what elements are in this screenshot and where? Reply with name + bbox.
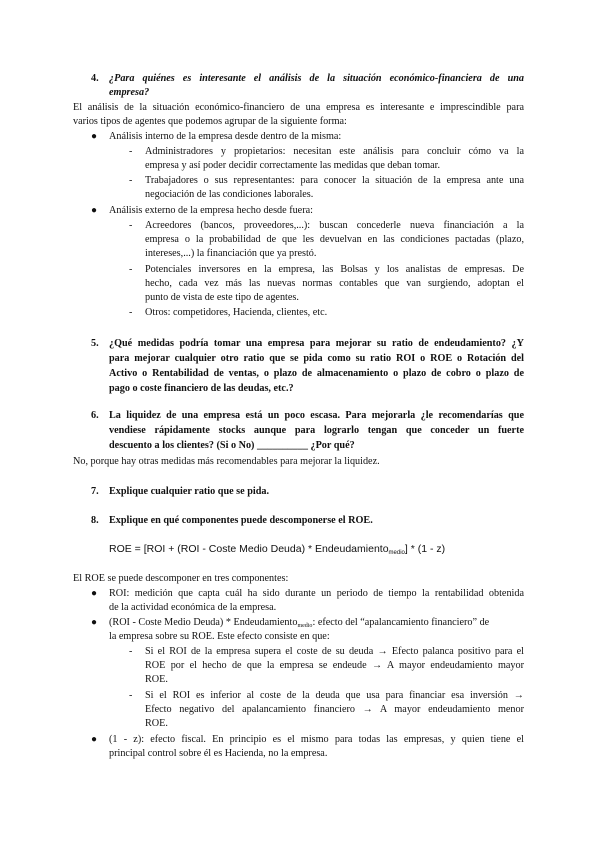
q5-line2: para mejorar cualquier otro ratio que se pida como su ratio ROI o ROE o Rotación del bbox=[109, 353, 524, 364]
q8-component1-line1: ROI: medición que capta cuál ha sido durante un periodo de tiempo la rentabilidad obtenida bbox=[109, 588, 524, 599]
roe-formula-main: ROE = [ROI + (ROI - Coste Medio Deuda) * Endeudamiento bbox=[109, 543, 389, 555]
q8-component2-main: (ROI - Coste Medio Deuda) * Endeudamiento bbox=[109, 617, 298, 628]
q4-internal-item1-line2: empresa y así poder decidir correctamente las medidas que deban tomar. bbox=[145, 160, 441, 171]
q8-component2-subscript: medio bbox=[297, 623, 313, 629]
q5-number: 5. bbox=[91, 338, 99, 349]
q8-component3-line1: (1 - z): efecto fiscal. En principio es el mismo para todas las empresas, y quien tiene el bbox=[109, 734, 524, 745]
q4-external-item2-line2: hecho, cada vez más las nuevas normas contables que van surgiendo, adoptan el bbox=[145, 278, 524, 289]
q4-external-item1-line2: empresa o la probabilidad de que les devuelvan en las condiciones pactadas (plazo, bbox=[145, 234, 524, 245]
roe-formula-tail: ] * (1 - z) bbox=[404, 543, 446, 555]
q4-external-item1-line1: Acreedores (bancos, proveedores,...): buscan concederle nueva financiación a la bbox=[145, 220, 524, 231]
q8-component2-tail: : efecto del “apalancamiento financiero” de bbox=[312, 617, 490, 628]
q8-leverage-positive-line2: ROE por el hecho de que la empresa se endeude → A mayor endeudamiento mayor bbox=[145, 660, 524, 671]
q8-leverage-negative-line2: Efecto negativo del apalancamiento financiero → A mayor endeudamiento menor bbox=[145, 704, 524, 715]
q7-title: Explique cualquier ratio que se pida. bbox=[109, 486, 270, 497]
dash-icon: - bbox=[129, 646, 133, 657]
roe-formula bbox=[109, 542, 445, 560]
q8-component2-line2: la empresa sobre su ROE. Este efecto consiste en que: bbox=[109, 631, 330, 642]
bullet-icon: ● bbox=[91, 588, 98, 599]
q4-external-item3: Otros: competidores, Hacienda, clientes, etc. bbox=[145, 307, 328, 318]
q7-number: 7. bbox=[91, 486, 99, 497]
q8-leverage-negative-line3: ROE. bbox=[145, 718, 168, 729]
q6-number: 6. bbox=[91, 410, 99, 421]
q8-intro: El ROE se puede descomponer en tres componentes: bbox=[73, 573, 289, 584]
roe-formula-subscript: medio bbox=[388, 550, 405, 556]
bullet-icon: ● bbox=[91, 205, 98, 216]
q5-line4: pago o coste financiero de las deudas, etc.? bbox=[109, 383, 294, 394]
dash-icon: - bbox=[129, 220, 133, 231]
q8-leverage-positive-line3: ROE. bbox=[145, 674, 168, 685]
q8-component1-line2: de la actividad económica de la empresa. bbox=[109, 602, 277, 613]
q4-bullet-internal: Análisis interno de la empresa desde dentro de la misma: bbox=[109, 131, 342, 142]
q6-line3: descuento a los clientes? (Si o No) __________ ¿Por qué? bbox=[109, 440, 355, 451]
q6-answer: No, porque hay otras medidas más recomendables para mejorar la liquidez. bbox=[73, 456, 380, 467]
q6-line2: vendiese rápidamente stocks aunque para lograrlo tengan que conceder un fuerte bbox=[109, 425, 524, 436]
q4-external-item2-line3: punto de vista de este tipo de agentes. bbox=[145, 292, 299, 303]
q4-internal-item2-line2: negociación de las condiciones laborales. bbox=[145, 189, 314, 200]
q4-title-line1: ¿Para quiénes es interesante el análisis de la situación económico-financiera de una bbox=[109, 73, 524, 84]
dash-icon: - bbox=[129, 690, 133, 701]
dash-icon: - bbox=[129, 264, 133, 275]
q4-bullet-external: Análisis externo de la empresa hecho desde fuera: bbox=[109, 205, 313, 216]
dash-icon: - bbox=[129, 146, 133, 157]
q8-number: 8. bbox=[91, 515, 99, 526]
q5-line3: Activo o Rentabilidad de ventas, o plazo de almacenamiento o plazo de cobro o plazo de bbox=[109, 368, 524, 379]
q8-leverage-negative-line1: Si el ROI es inferior al coste de la deuda que usa para financiar esa inversión → bbox=[145, 690, 524, 701]
q4-intro-line1: El análisis de la situación económico-financiero de una empresa es interesante e imprescindible para bbox=[73, 102, 524, 113]
dash-icon: - bbox=[129, 307, 133, 318]
q4-external-item2-line1: Potenciales inversores en la empresa, las Bolsas y los analistas de empresas. De bbox=[145, 264, 524, 275]
bullet-icon: ● bbox=[91, 734, 98, 745]
bullet-icon: ● bbox=[91, 617, 98, 628]
q4-internal-item2-line1: Trabajadores o sus representantes: para conocer la situación de la empresa ante una bbox=[145, 175, 524, 186]
q4-external-item1-line3: intereses,...) la financiación que ya prestó. bbox=[145, 248, 317, 259]
q6-line1: La liquidez de una empresa está un poco escasa. Para mejorarla ¿le recomendarías que bbox=[109, 410, 524, 421]
q4-internal-item1-line1: Administradores y propietarios: necesitan este análisis para concluir cómo va la bbox=[145, 146, 524, 157]
q4-intro-line2: varios tipos de agentes que podemos agrupar de la siguiente forma: bbox=[73, 116, 347, 127]
q8-leverage-positive-line1: Si el ROI de la empresa supera el coste de su deuda → Efecto palanca positivo para el bbox=[145, 646, 524, 657]
dash-icon: - bbox=[129, 175, 133, 186]
bullet-icon: ● bbox=[91, 131, 98, 142]
q4-number: 4. bbox=[91, 73, 99, 84]
q5-line1: ¿Qué medidas podría tomar una empresa para mejorar su ratio de endeudamiento? ¿Y bbox=[109, 338, 524, 349]
q8-component3-line2: principal control sobre él es Hacienda, no la empresa. bbox=[109, 748, 328, 759]
q4-title-line2: empresa? bbox=[109, 87, 150, 98]
q8-title: Explique en qué componentes puede descomponerse el ROE. bbox=[109, 515, 373, 526]
